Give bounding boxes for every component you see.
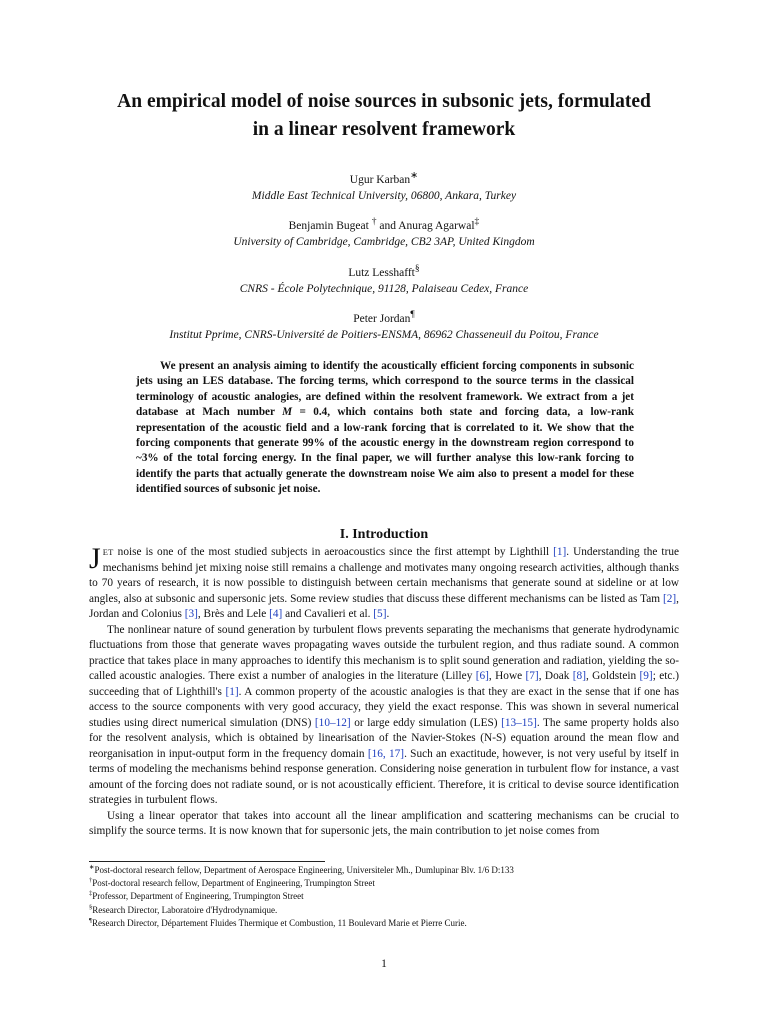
text-run: . Such an exactitude, however, is not very useful by itself in terms of modeling the mechanisms behind response generation. Considering noise generation in turbulent flow for instance, a vast amount of the forcing does not radiate sound, or is not acoustically efficient. Therefore, it is critical to devise source identification strategies in turbulent flows. [89, 747, 679, 806]
footnote-text: Professor, Department of Engineering, Trumpington Street [92, 891, 304, 902]
text-run: and Cavalieri et al. [282, 608, 374, 620]
citation-link[interactable]: [16, 17] [367, 747, 405, 760]
footnote-mark: ∗ [89, 864, 95, 871]
footnote-mark: † [89, 877, 93, 885]
footnote-text: Research Director, Département Fluides Thermique et Combustion, 11 Boulevard Marie et Pierre Curie. [91, 917, 467, 928]
abstract-math-var: M [282, 406, 293, 419]
author-and: and [379, 220, 396, 232]
section-title-introduction: I. Introduction [339, 527, 429, 542]
abstract-math-val: = 0.4 [292, 406, 328, 419]
text-run: , Howe [488, 670, 526, 682]
text-run: The nonlinear nature of sound generation by turbulent flows prevents separating the mechanisms that generate hydrodynamic fluctuations from those that generate waves propagating waves outside the turbulent region, and thus radiate sound. A common practice that takes place in many approaches to identify this mechanism is to split sound generation and radiation, yielding the so-called acoustic analogies. There exist a number of analogies in the literature (Lilley [89, 623, 679, 682]
text-run: , Brès and Lele [197, 608, 270, 620]
text-run: noise is one of the most studied subjects in aeroacoustics since the first attempt by Lighthill [113, 546, 554, 558]
text-run: . [386, 608, 390, 620]
text-run: . Understanding the true mechanisms behind jet mixing noise still remains a challenge and motivates many ongoing research activities, although thanks to 70 years of research, it is now possible to distinguish between certain mechanisms that generate sound at sideline or at low angles, also at subsonic and supersonic jets. Some review studies that discuss these different mechanisms can be listed as Tam [89, 546, 679, 605]
text-run: ; etc.) succeeding that of Lighthill's [89, 670, 679, 698]
author-karban [60, 172, 708, 204]
footnote [89, 904, 689, 917]
citation-link[interactable]: [3] [184, 608, 198, 620]
author-mark: § [414, 263, 420, 275]
author-name: Peter Jordan [353, 313, 411, 325]
footnote [89, 890, 689, 903]
author-bugeat-agarwal [60, 218, 708, 250]
citation-link[interactable]: [2] [662, 592, 677, 605]
footnote-text: Post-doctoral research fellow, Department of Engineering, Trumpington Street [92, 878, 375, 889]
author-affiliation: Middle East Technical University, 06800, Ankara, Turkey [251, 190, 517, 202]
text-run: , Goldstein [585, 670, 640, 682]
citation-link[interactable]: [9] [639, 670, 653, 682]
citation-link[interactable]: [6] [475, 670, 489, 682]
abstract [136, 359, 634, 498]
paper-title [60, 88, 708, 144]
page-number: 1 [381, 958, 387, 970]
text-run: , Doak [538, 670, 573, 682]
author-affiliation: University of Cambridge, Cambridge, CB2 3AP, United Kingdom [233, 236, 535, 248]
citation-link[interactable]: [7] [525, 670, 539, 682]
author-mark: ∗ [410, 170, 419, 182]
author-affiliation: CNRS - École Polytechnique, 91128, Palaiseau Cedex, France [239, 283, 529, 295]
paragraph-2 [89, 623, 679, 809]
text-run: or large eddy simulation (LES) [350, 716, 502, 729]
citation-link[interactable]: [13–15] [501, 716, 537, 729]
citation-link[interactable]: [5] [373, 608, 387, 620]
citation-link[interactable]: [1] [553, 546, 567, 558]
footnote [89, 877, 689, 890]
footnote-mark: ‡ [89, 890, 93, 898]
footnote-rule [89, 861, 325, 862]
author-mark: † [371, 216, 377, 228]
text-run: . The same property holds also for the resolvent analysis, which is obtained by linearisation of the Navier-Stokes (N-S) equation around the mean flow and reorganisation in input-output form in the frequency domain [89, 716, 679, 760]
footnote-text: Post-doctoral research fellow, Department of Aerospace Engineering, Universiteler Mh., Dumlupinar Blv. 1/6 D:133 [94, 865, 514, 875]
footnote-text: Research Director, Laboratoire d'Hydrodynamique. [92, 904, 278, 915]
text-run: . A common property of the acoustic analogies is that they are exact in the sense that if one has access to the source components with very good accuracy, they yield the exact response. This was shown in several numerical studies using direct numerical simulation (DNS) [89, 685, 679, 729]
author-name: Lutz Lesshafft [348, 267, 415, 279]
abstract-text-1: We present an analysis aiming to identify the acoustically efficient forcing components in subsonic jets using an LES database. The forcing terms, which correspond to the source terms in the classical terminology of acoustic analogies, are defined within the resolvent framework. We extract from a jet database at Mach number [136, 360, 634, 419]
author-name: Ugur Karban [349, 174, 411, 186]
abstract-text-2: , which contains both state and forcing data, a low-rank representation of the acoustic field and a low-rank forcing that is correlated to it. We show that the forcing components that generate 99% of the acoustic energy in the downstream region correspond to ~3% of the total forcing energy. In the final paper, we will further analyse this low-rank forcing to identify the parts that actually generate the downstream noise We aim also to present a model for these identified sources of subsonic jet noise. [136, 406, 634, 496]
footnote-mark: § [89, 903, 93, 911]
paragraph-1 [89, 542, 679, 623]
text-run: , Jordan and Colonius [89, 592, 679, 620]
citation-link[interactable]: [4] [269, 608, 283, 620]
footnotes [89, 864, 689, 930]
author-lesshafft [60, 265, 708, 297]
author-mark: ‡ [474, 216, 480, 228]
drop-cap: J [89, 542, 101, 575]
small-caps: ET [102, 547, 114, 557]
title-line-2: in a linear resolvent framework [252, 119, 516, 140]
citation-link[interactable]: [1] [225, 685, 239, 698]
citation-link[interactable]: [10–12] [314, 716, 351, 729]
paragraph-3: Using a linear operator that takes into account all the linear amplification and scattering mechanisms can be crucial to simplify the source terms. It is now known that for supersonic jets, the main contribution to jet noise comes from [89, 809, 679, 837]
author-affiliation: Institut Pprime, CNRS-Université de Poitiers-ENSMA, 86962 Chasseneuil du Poitou, France [169, 329, 599, 341]
citation-link[interactable]: [8] [572, 670, 586, 682]
footnote [89, 864, 689, 877]
footnote [89, 917, 689, 930]
author-name: Anurag Agarwal [398, 220, 475, 232]
author-mark: ¶ [410, 309, 415, 321]
introduction-body [89, 542, 679, 840]
title-line-1: An empirical model of noise sources in subsonic jets, formulated [117, 91, 651, 112]
footnote-mark: ¶ [89, 916, 92, 924]
author-name: Benjamin Bugeat [288, 220, 369, 232]
author-jordan [60, 311, 708, 343]
